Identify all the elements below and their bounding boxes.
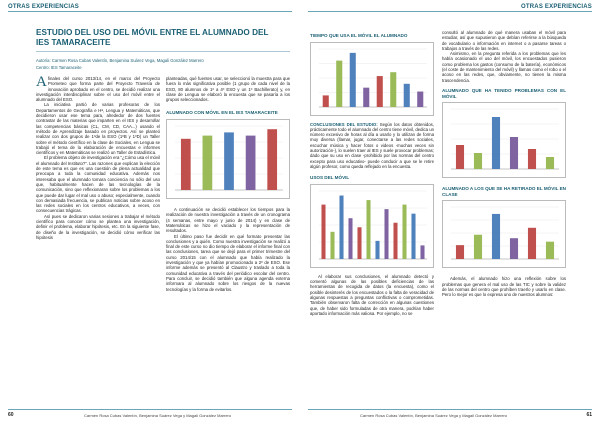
bar: [181, 139, 191, 190]
footer-authors: Carmen Rosa Cubas Valentín, Benjamina Suárez Vega y Magali González Marrero: [360, 413, 508, 418]
bar: [546, 157, 554, 169]
bar: [357, 227, 361, 259]
header-rule: [8, 11, 292, 12]
bar: [267, 129, 277, 190]
footer-authors: Carmen Rosa Cubas Valentín, Benjamina Suárez Vega y Magali González Marrero: [84, 413, 232, 418]
paragraph: Asimismo, en la pregunta referida a los problemas que les había ocasionado el uso del móvil, los encuestados pusieron como problema los gastos (consumo de la batería), económicos (el coste de mantenimiento del móvil) y llamas como el robo o el acoso en las redes, que, obviamente, no tienen la misma trascendencia.: [442, 51, 566, 83]
title-rule: [36, 51, 290, 52]
page-number: 60: [8, 412, 14, 418]
bar: [546, 242, 554, 259]
bar-chart-svg: [443, 201, 565, 267]
bar: [510, 137, 518, 169]
chart-title: ALUMNADO CON MÓVIL EN EL IES TAMARACEITE: [166, 110, 278, 116]
left-column-2: [166, 76, 290, 406]
bar: [384, 209, 388, 259]
bar-chart-svg: [311, 43, 433, 115]
paragraph: Además, el alumnado hizo una reflexión sobre los problemas que genera el mal uso de las TIC y sobre la validez de las normas del centro que prohíben traerlo y usarlo en clase. Pero lo mejor es que lo expresa uno de nuestros alumnos:: [442, 276, 566, 298]
bar: [377, 76, 383, 107]
bar-chart-svg: [443, 103, 565, 177]
bar: [390, 72, 396, 107]
section-header: OTRAS EXPERIENCIAS: [521, 4, 592, 10]
bar: [336, 60, 342, 106]
paragraph: finales del curso 2013/14, en el marco del Proyecto Prometeo que forma parte del Proyecto Travesía de innovación aprobado en el centro, se decidió realizar una investigación interdisciplinar sobre el uso del móvil entre el alumnado del ESO.: [36, 76, 160, 103]
chart-1: [166, 119, 290, 199]
page-number: 61: [586, 412, 592, 418]
bar: [404, 83, 410, 106]
bar: [420, 245, 424, 259]
center-label: Centro: IES Tamaraceite: [36, 65, 82, 70]
right-column-2: [442, 30, 566, 406]
right-page: [300, 0, 600, 424]
bar: [363, 87, 369, 106]
bar: [492, 117, 500, 169]
paragraph: La iniciativa partió de varias profesoras de los Departamentos de Geografía e Hª, Lengua y Matemáticas, que decidieron usar ese tema para, alrededor de dos fuentes contrastar de las materias que imparten en el IES y desarrollar las competencias básicas (CL, CM, CD, CAA...) usando el método de Aprendizaje basado en proyectos. Así se planteó realizar con dos grupos de 1ºde la ESO (1ºB y 1ºD) un Taller sobre el método científico en la clase de Sociales, en Lengua se trabajó el tema de la elaboración de encuestas e informes científicos y en Matemáticas se realizó un Taller de Estadística.: [36, 102, 160, 156]
bar: [417, 91, 423, 106]
bar: [246, 136, 256, 190]
section-header: OTRAS EXPERIENCIAS: [8, 4, 79, 10]
bar: [474, 235, 482, 259]
bar: [321, 204, 325, 258]
right-column-1: [310, 30, 434, 406]
article-title: ESTUDIO DEL USO DEL MÓVIL ENTRE EL ALUMNADO DEL IES TAMARACEITE: [36, 28, 269, 47]
bar: [402, 204, 406, 258]
paragraph: El problema objeto de investigación era “¿Cómo usa el móvil el alumnado del Instituto?”. Las razones que explican la elección de este tema es que es una cuestión de plena actualidad que preocupa a toda la comunidad educativa. Además nos interesaba que el alumnado tomara conciencia no sólo del uso que, habitualmente hacen de las tecnologías de la comunicación, sino que reflexionaran sobre los problemas a los que puede dar lugar el mal uso o abuso; especialmente, cuando con demasiada frecuencia, se publican noticias sobre acoso en las redes sociales en los centros educativos, a veces, con consecuencias trágicas.: [36, 155, 160, 214]
chart-title: ALUMNADO QUE HA TENIDO PROBLEMAS CON EL MÓVIL: [442, 87, 566, 99]
bar: [339, 195, 343, 258]
paragraph: Según los datos obtenidos, prácticamente todo el alumnado del centro tiene móvil, dedica un número excesivo de horas al día a usarlo y lo utilizan de forma muy diversa (llamar, jugar, conectarse a las redes sociales, escuchar música y hacer fotos o videos -muchas veces sin autorización-), lo suelen traer al IES y suele provocar problemas; dado que su uso en clase -prohibido por las normas del centro excepto para uso educativo- puede conducir a que se le retire algún profesor, como queda reflejado en la encuesta.: [310, 121, 434, 169]
chart-2: [310, 42, 434, 116]
chart-5: [442, 200, 566, 268]
bar-chart-svg: [311, 185, 433, 267]
footer-rule: [308, 409, 592, 410]
chart-title: USOS DEL MÓVIL: [310, 175, 350, 181]
bar: [456, 245, 464, 259]
bar: [375, 241, 379, 259]
paragraph: planteadas, qué fuentes usar, se seleccionó la muestra para que fuera lo más significativa posible (1 grupo de cada nivel de la ESO, 80 alumnos de 1º a 4º ESO y un 1º Bachillerato) y, en clase de Lengua se elaboró la encuesta que se pasaría a los grupos seleccionados.: [166, 76, 290, 103]
authors-label: Autoría: Carmen Rosa Cubas Valentín, Benjamina Suárez Vega, Magali González Marrero: [36, 58, 204, 63]
conclusions-label: CONCLUSIONES DEL ESTUDIO:: [310, 121, 378, 127]
header-rule: [308, 11, 592, 12]
bar: [330, 232, 334, 259]
paragraph: Al elaborar sus conclusiones, el alumnado detectó y comentó algunas de las posibles deficiencias de las herramientas de recogida de datos (la encuesta), como el posible desinterés de los encuestados o la falta de veracidad de algunas respuestas a preguntas conflictivas o comprometidas. También observaron falta de corrección en algunas cuestiones que, de haber sido formuladas de otra manera, podrían haber aportado información más valiosa. Por ejemplo, no se: [310, 273, 434, 316]
bar: [492, 214, 500, 259]
paragraph: El último paso fue decidir en qué formato presentar las conclusiones y a quién. Como nuestra investigación se realizó a final de este curso no dio tiempo de elaborar el informe final con las conclusiones, tarea que se dejó para el primer trimestre del curso 2014/15 con el alumnado que había realizado la investigación y que ya habían promocionado a 2º de ESO. Ese informe además se presentó al Claustro y traslado a toda la comunidad educativa a través del periódico escolar del centro. Para concluir, se decidió también que alguna agenda externa informara al alumnado sobre los riesgos de la nuevas tecnologías y la forma de evitarlos.: [166, 233, 290, 292]
bar: [348, 218, 352, 259]
bar: [456, 145, 464, 169]
dropcap: A: [36, 76, 47, 90]
bar: [323, 95, 329, 107]
bar: [411, 214, 415, 259]
bar: [224, 132, 234, 190]
bar: [203, 136, 213, 190]
paragraph: consultó al alumnado de qué manera usaban el móvil para estudiar, así que supusieron que debían referirse a la búsqueda de vocabulario o información en internet o a pasarse tareas o trabajos a través de las redes.: [442, 30, 566, 51]
bar: [350, 52, 356, 106]
left-column-1: [36, 76, 160, 406]
bar: [510, 239, 518, 260]
bar: [366, 200, 370, 259]
chart-3: [310, 184, 434, 268]
chart-title: ALUMNADO A LOS QUE SE HA RETIRADO EL MÓVIL EN CLASE: [442, 186, 566, 197]
bar: [528, 149, 536, 169]
bar: [393, 223, 397, 259]
footer-rule: [8, 409, 292, 410]
bar: [474, 153, 482, 169]
paragraph: Así pues se dedicaron varias sesiones a trabajar el método científico para conocer cómo se plantea una investigación, definir el problema, elaborar hipótesis, etc. En la siguiente fase, de diseño de la investigación, se decidió cómo verificar las hipótesis: [36, 213, 160, 240]
paragraph: A continuación se decidió establecer los tiempos para la realización de nuestra investigación a través de un cronograma (4 semanas, entre mayo y junio de 2014) y en clase de Matemáticas se hizo el vaciado y la representación de resultados.: [166, 207, 290, 234]
bar: [528, 228, 536, 259]
chart-4: [442, 102, 566, 178]
bar-chart-svg: [167, 120, 289, 198]
chart-title: TIEMPO QUE USA EL MÓVIL EL ALUMNADO: [310, 33, 408, 38]
